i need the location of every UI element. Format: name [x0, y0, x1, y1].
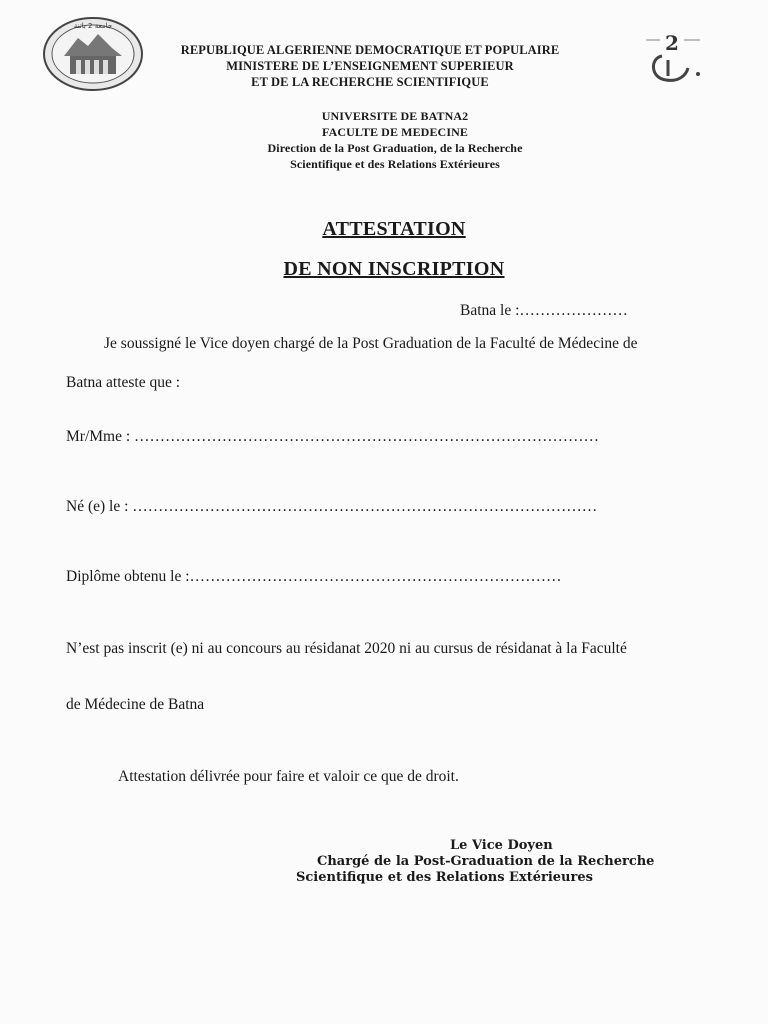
- intro-line-1: Je soussigné le Vice doyen chargé de la Post Graduation de la Faculté de Médecine de: [104, 335, 638, 352]
- ministry-line-3: ET DE LA RECHERCHE SCIENTIFIQUE: [251, 75, 489, 89]
- signature-role-line-2: Scientifique et des Relations Extérieures: [296, 870, 593, 885]
- statement-line-1: N’est pas inscrit (e) ni au concours au résidanat 2020 ni au cursus de résidanat à la Faculté: [66, 640, 627, 657]
- date-field: Batna le :…………………: [460, 302, 628, 319]
- university-line-1: UNIVERSITE DE BATNA2: [321, 109, 469, 123]
- ministry-line-1: REPUBLIQUE ALGERIENNE DEMOCRATIQUE ET POPULAIRE: [180, 43, 560, 57]
- university-line-2: FACULTE DE MEDECINE: [322, 125, 468, 139]
- statement-line-2: de Médecine de Batna: [66, 696, 205, 713]
- ministry-line-2: MINISTERE DE L’ENSEIGNEMENT SUPERIEUR: [226, 59, 514, 73]
- university-2-logo: [642, 30, 708, 86]
- diploma-field: Diplôme obtenu le :………………………………………………………………: [66, 568, 562, 585]
- university-header: [170, 108, 620, 172]
- logo-number: 2: [665, 31, 679, 55]
- university-seal-logo: [42, 16, 144, 92]
- signature-role-line-1: Chargé de la Post-Graduation de la Recherche: [317, 854, 655, 869]
- seal-arabic-text: جامعة 2 باتنة: [73, 22, 113, 30]
- signature-title: Le Vice Doyen: [450, 838, 553, 853]
- university-line-3: Direction de la Post Graduation, de la Recherche: [267, 141, 523, 155]
- birth-date-field: Né (e) le : ………………………………………………………………………………: [66, 498, 598, 515]
- closing-line: Attestation délivrée pour faire et valoir ce que de droit.: [118, 768, 459, 785]
- document-subtitle: DE NON INSCRIPTION: [283, 258, 505, 280]
- document-title: ATTESTATION: [322, 218, 466, 240]
- name-field: Mr/Mme : ………………………………………………………………………………: [66, 428, 600, 445]
- ministry-header: [150, 42, 590, 90]
- intro-line-2: Batna atteste que :: [66, 374, 181, 391]
- university-line-4: Scientifique et des Relations Extérieures: [290, 157, 500, 171]
